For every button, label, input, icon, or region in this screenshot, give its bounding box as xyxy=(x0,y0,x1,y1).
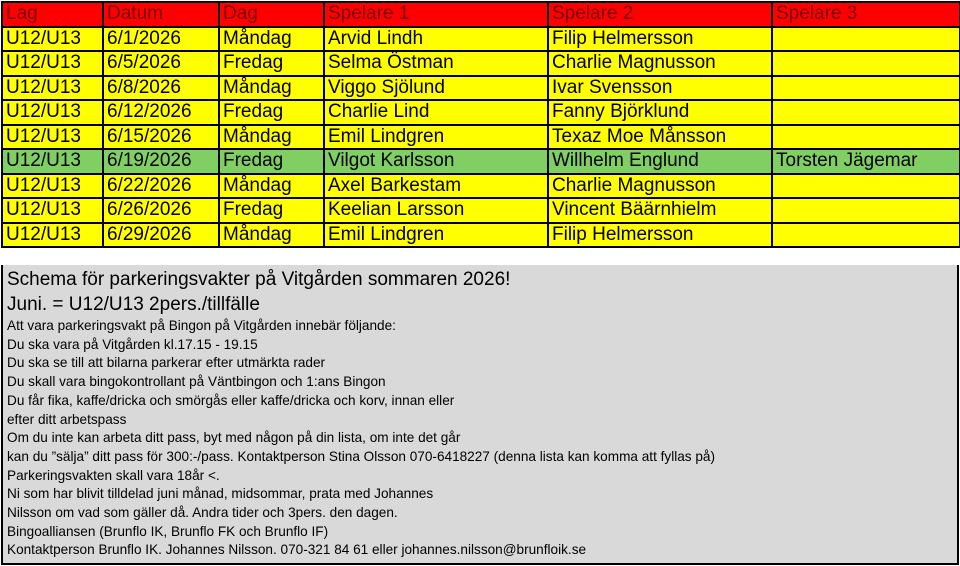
cell-datum[interactable]: 6/19/2026 xyxy=(103,149,219,174)
cell-spelare-1[interactable]: Keelian Larsson xyxy=(324,198,548,223)
table-row xyxy=(2,198,960,223)
cell-spelare-2[interactable]: Ivar Svensson xyxy=(548,76,772,101)
header-cell-datum[interactable]: Datum xyxy=(103,2,219,27)
cell-spelare-3[interactable] xyxy=(772,125,960,150)
cell-spelare-3[interactable] xyxy=(772,100,960,125)
schedule-table-body xyxy=(2,2,960,247)
cell-spelare-3[interactable] xyxy=(772,198,960,223)
info-line: Ni som har blivit tilldelad juni månad, midsommar, prata med Johannes xyxy=(7,486,434,502)
info-line: Kontaktperson Brunflo IK. Johannes Nilsson. 070-321 84 61 eller johannes.nilsson@brunfloik.se xyxy=(7,542,587,558)
cell-spelare-1[interactable]: Vilgot Karlsson xyxy=(324,149,548,174)
cell-dag[interactable]: Måndag xyxy=(219,27,324,52)
cell-lag[interactable]: U12/U13 xyxy=(2,100,103,125)
cell-datum[interactable]: 6/26/2026 xyxy=(103,198,219,223)
info-box[interactable] xyxy=(1,265,959,565)
cell-spelare-3[interactable] xyxy=(772,76,960,101)
cell-spelare-2[interactable]: Filip Helmersson xyxy=(548,27,772,52)
cell-dag[interactable]: Måndag xyxy=(219,223,324,248)
cell-spelare-2[interactable]: Charlie Magnusson xyxy=(548,174,772,199)
cell-datum[interactable]: 6/8/2026 xyxy=(103,76,219,101)
cell-spelare-1[interactable]: Viggo Sjölund xyxy=(324,76,548,101)
cell-dag[interactable]: Fredag xyxy=(219,100,324,125)
header-cell-lag[interactable]: Lag xyxy=(2,2,103,27)
cell-spelare-1[interactable]: Axel Barkestam xyxy=(324,174,548,199)
cell-spelare-3[interactable] xyxy=(772,51,960,76)
cell-dag[interactable]: Fredag xyxy=(219,198,324,223)
schedule-table xyxy=(1,1,960,248)
cell-spelare-2[interactable]: Vincent Bäärnhielm xyxy=(548,198,772,223)
header-cell-spelare-3[interactable]: Spelare 3 xyxy=(772,2,960,27)
info-line: Bingoalliansen (Brunflo IK, Brunflo FK och Brunflo IF) xyxy=(7,523,329,539)
cell-spelare-1[interactable]: Selma Östman xyxy=(324,51,548,76)
info-line: kan du ”sälja” ditt pass för 300:-/pass. Kontaktperson Stina Olsson 070-6418227 (denna lista kan komma att fyllas på) xyxy=(7,448,716,464)
table-row xyxy=(2,174,960,199)
cell-lag[interactable]: U12/U13 xyxy=(2,223,103,248)
cell-lag[interactable]: U12/U13 xyxy=(2,174,103,199)
info-line: Att vara parkeringsvakt på Bingon på Vitgården innebär följande: xyxy=(7,318,396,333)
cell-lag[interactable]: U12/U13 xyxy=(2,149,103,174)
info-line: Du skall vara bingokontrollant på Väntbingon och 1:ans Bingon xyxy=(7,374,386,390)
cell-spelare-1[interactable]: Emil Lindgren xyxy=(324,223,548,248)
header-cell-dag[interactable]: Dag xyxy=(219,2,324,27)
info-line: efter ditt arbetspass xyxy=(7,411,127,427)
table-row xyxy=(2,27,960,52)
cell-spelare-2[interactable]: Willhelm Englund xyxy=(548,149,772,174)
cell-spelare-2[interactable]: Texaz Moe Månsson xyxy=(548,125,772,150)
cell-datum[interactable]: 6/5/2026 xyxy=(103,51,219,76)
table-row xyxy=(2,76,960,101)
cell-dag[interactable]: Måndag xyxy=(219,125,324,150)
cell-dag[interactable]: Måndag xyxy=(219,174,324,199)
cell-spelare-2[interactable]: Fanny Björklund xyxy=(548,100,772,125)
cell-spelare-1[interactable]: Emil Lindgren xyxy=(324,125,548,150)
cell-spelare-1[interactable]: Charlie Lind xyxy=(324,100,548,125)
info-lines xyxy=(7,317,957,560)
cell-dag[interactable]: Måndag xyxy=(219,76,324,101)
table-row xyxy=(2,51,960,76)
table-row xyxy=(2,223,960,248)
table-row xyxy=(2,125,960,150)
header-cell-spelare-2[interactable]: Spelare 2 xyxy=(548,2,772,27)
cell-spelare-2[interactable]: Charlie Magnusson xyxy=(548,51,772,76)
cell-datum[interactable]: 6/12/2026 xyxy=(103,100,219,125)
header-cell-spelare-1[interactable]: Spelare 1 xyxy=(324,2,548,27)
cell-spelare-3[interactable] xyxy=(772,223,960,248)
info-line: Du ska vara på Vitgården kl.17.15 - 19.15 xyxy=(7,336,258,352)
cell-datum[interactable]: 6/29/2026 xyxy=(103,223,219,248)
cell-datum[interactable]: 6/22/2026 xyxy=(103,174,219,199)
table-row xyxy=(2,149,960,174)
info-line: Du ska se till att bilarna parkerar efter utmärkta rader xyxy=(7,355,326,371)
info-title: Schema för parkeringsvakter på Vitgården sommaren 2026! xyxy=(7,269,511,290)
info-subtitle: Juni. = U12/U13 2pers./tillfälle xyxy=(7,294,260,315)
cell-lag[interactable]: U12/U13 xyxy=(2,125,103,150)
info-line: Om du inte kan arbeta ditt pass, byt med någon på din lista, om inte det går xyxy=(7,430,461,446)
header-row xyxy=(2,2,960,27)
cell-datum[interactable]: 6/1/2026 xyxy=(103,27,219,52)
cell-spelare-3[interactable]: Torsten Jägemar xyxy=(772,149,960,174)
cell-spelare-1[interactable]: Arvid Lindh xyxy=(324,27,548,52)
info-line: Du får fika, kaffe/dricka och smörgås eller kaffe/dricka och korv, innan eller xyxy=(7,392,455,408)
cell-dag[interactable]: Fredag xyxy=(219,51,324,76)
cell-lag[interactable]: U12/U13 xyxy=(2,198,103,223)
info-line: Nilsson om vad som gäller då. Andra tider och 3pers. den dagen. xyxy=(7,505,398,521)
cell-lag[interactable]: U12/U13 xyxy=(2,27,103,52)
cell-lag[interactable]: U12/U13 xyxy=(2,76,103,101)
cell-datum[interactable]: 6/15/2026 xyxy=(103,125,219,150)
cell-spelare-2[interactable]: Filip Helmersson xyxy=(548,223,772,248)
cell-lag[interactable]: U12/U13 xyxy=(2,51,103,76)
cell-spelare-3[interactable] xyxy=(772,174,960,199)
table-row xyxy=(2,100,960,125)
info-line: Parkeringsvakten skall vara 18år <. xyxy=(7,467,220,483)
cell-dag[interactable]: Fredag xyxy=(219,149,324,174)
cell-spelare-3[interactable] xyxy=(772,27,960,52)
